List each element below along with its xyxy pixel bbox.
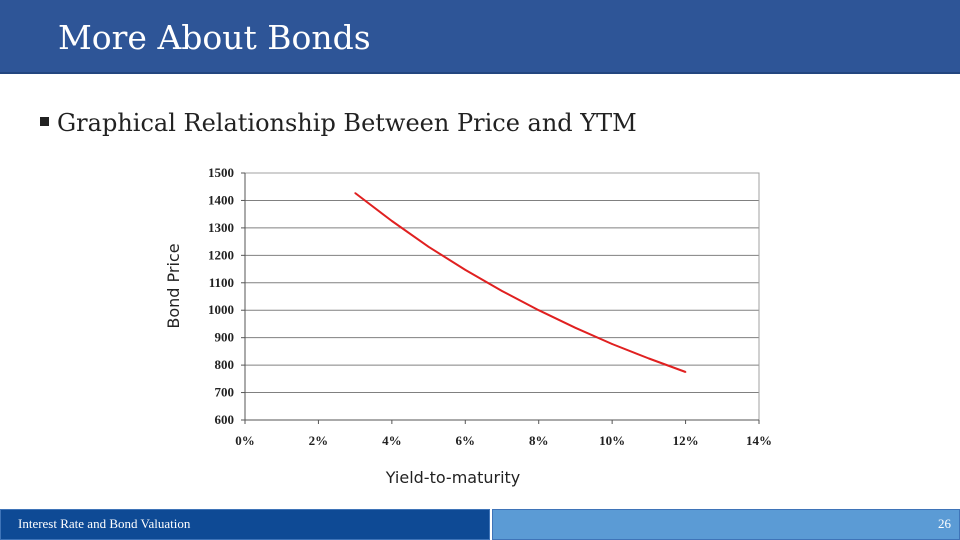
data-point <box>611 343 613 345</box>
y-tick-label: 700 <box>214 384 234 400</box>
slide-title: More About Bonds <box>58 18 371 57</box>
data-point <box>648 358 650 360</box>
title-bar <box>0 0 960 74</box>
y-tick-label: 900 <box>214 329 234 345</box>
x-axis-label: Yield-to-maturity <box>385 468 521 487</box>
y-tick-label: 1200 <box>208 247 234 263</box>
data-point <box>501 290 503 292</box>
x-tick-label: 10% <box>599 433 626 448</box>
chart-area <box>193 163 783 463</box>
x-tick-label: 12% <box>672 433 699 448</box>
footer-right-band <box>492 509 960 540</box>
x-tick-label: 2% <box>308 433 329 448</box>
data-point <box>464 269 466 271</box>
y-tick-label: 800 <box>214 357 234 373</box>
y-tick-label: 1100 <box>208 274 234 290</box>
bullet-item <box>40 106 637 140</box>
page-number: 26 <box>938 516 951 531</box>
footer-title: Interest Rate and Bond Valuation <box>18 516 191 531</box>
y-tick-label: 600 <box>214 412 234 427</box>
data-point <box>685 371 687 373</box>
y-tick-label: 1300 <box>208 219 234 235</box>
footer-left-band <box>0 509 490 540</box>
data-point <box>391 220 393 222</box>
data-point <box>354 192 356 194</box>
x-tick-label: 8% <box>528 433 549 448</box>
price-ytm-chart <box>155 155 795 495</box>
y-tick-label: 1500 <box>208 165 234 180</box>
y-axis-label: Bond Price <box>164 243 183 329</box>
data-point <box>575 327 577 329</box>
x-tick-label: 14% <box>746 433 772 448</box>
y-tick-label: 1000 <box>208 302 234 318</box>
y-tick-label: 1400 <box>208 192 234 208</box>
x-tick-label: 4% <box>382 433 402 448</box>
data-point <box>428 246 430 248</box>
square-bullet-icon <box>40 117 49 126</box>
bullet-text: Graphical Relationship Between Price and YTM <box>57 109 637 137</box>
x-tick-label: 0% <box>235 433 255 448</box>
x-tick-label: 6% <box>455 433 476 448</box>
data-point <box>538 309 540 311</box>
